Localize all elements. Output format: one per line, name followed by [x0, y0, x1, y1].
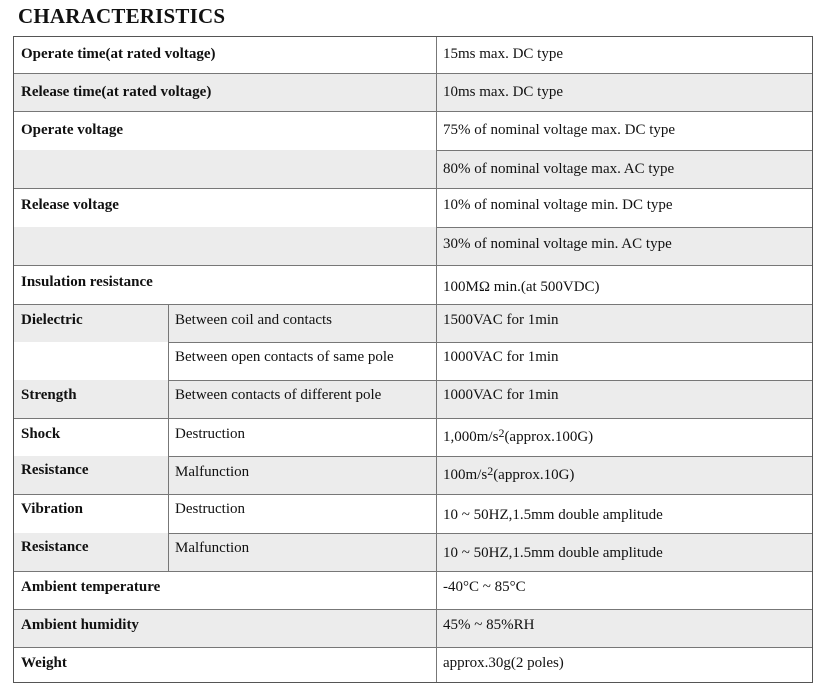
release-time-label: Release time(at rated voltage): [21, 84, 212, 100]
row-shade: [14, 227, 812, 265]
weight-value: approx.30g(2 poles): [443, 655, 564, 671]
row-divider: [168, 456, 812, 457]
row-divider: [14, 647, 812, 648]
characteristics-table: [13, 36, 813, 683]
vibration-malfunction-label: Malfunction: [175, 540, 250, 556]
vibration-label: Vibration: [21, 501, 83, 517]
row-divider: [14, 73, 812, 74]
operate-time-value: 15ms max. DC type: [443, 46, 563, 62]
row-shade: [14, 380, 812, 418]
row-shade: [14, 533, 812, 571]
coil-contacts-value: 1500VAC for 1min: [443, 312, 559, 328]
row-shade: [14, 150, 812, 188]
coil-contacts-label: Between coil and contacts: [175, 312, 333, 328]
different-pole-label: Between contacts of different pole: [175, 387, 382, 403]
row-divider: [14, 418, 812, 419]
open-contacts-value: 1000VAC for 1min: [443, 349, 559, 365]
shock-destruction-label: Destruction: [175, 426, 245, 442]
shock-malfunction-label: Malfunction: [175, 464, 250, 480]
ambient-temperature-value: -40°C ~ 85°C: [443, 579, 526, 595]
ambient-humidity-value: 45% ~ 85%RH: [443, 617, 535, 633]
shock-resistance-label: Resistance: [21, 462, 89, 478]
operate-voltage-ac-value: 80% of nominal voltage max. AC type: [443, 161, 675, 177]
row-divider: [168, 342, 812, 343]
release-voltage-ac-value: 30% of nominal voltage min. AC type: [443, 236, 672, 252]
release-voltage-dc-value: 10% of nominal voltage min. DC type: [443, 197, 673, 213]
open-contacts-label: Between open contacts of same pole: [175, 349, 394, 365]
row-divider: [14, 304, 812, 305]
row-divider: [168, 533, 812, 534]
column-divider: [436, 37, 437, 682]
ambient-humidity-label: Ambient humidity: [21, 617, 139, 633]
row-divider: [14, 609, 812, 610]
dielectric-label: Dielectric: [21, 312, 83, 328]
row-divider: [14, 494, 812, 495]
row-divider: [436, 227, 812, 228]
operate-voltage-label: Operate voltage: [21, 122, 124, 138]
operate-time-label: Operate time(at rated voltage): [21, 46, 216, 62]
row-divider: [168, 380, 812, 381]
shock-malfunction-value: $100m/s^2(approx.10G)$: [443, 464, 575, 483]
insulation-label: Insulation resistance: [21, 274, 153, 290]
weight-label: Weight: [21, 655, 67, 671]
row-divider: [14, 265, 812, 266]
vibration-malfunction-value: 10 ~ 50HZ,1.5mm double amplitude: [443, 545, 663, 561]
vibration-resistance-label: Resistance: [21, 539, 89, 555]
operate-voltage-dc-value: 75% of nominal voltage max. DC type: [443, 122, 676, 138]
row-shade: [14, 456, 812, 494]
vibration-destruction-value: 10 ~ 50HZ,1.5mm double amplitude: [443, 507, 663, 523]
row-divider: [14, 111, 812, 112]
row-divider: [14, 188, 812, 189]
strength-label: Strength: [21, 387, 77, 403]
different-pole-value: 1000VAC for 1min: [443, 387, 559, 403]
release-time-value: 10ms max. DC type: [443, 84, 563, 100]
row-divider: [436, 150, 812, 151]
row-shade: [14, 304, 812, 342]
row-divider: [14, 571, 812, 572]
page-title: CHARACTERISTICS: [18, 4, 226, 28]
vibration-destruction-label: Destruction: [175, 501, 245, 517]
shock-label: Shock: [21, 426, 61, 442]
release-voltage-label: Release voltage: [21, 197, 119, 213]
insulation-value: 100MΩ min.(at 500VDC): [443, 279, 600, 295]
ambient-temperature-label: Ambient temperature: [21, 579, 161, 595]
column-divider: [168, 304, 169, 571]
shock-destruction-value: $1,000m/s^2(approx.100G)$: [443, 426, 594, 445]
